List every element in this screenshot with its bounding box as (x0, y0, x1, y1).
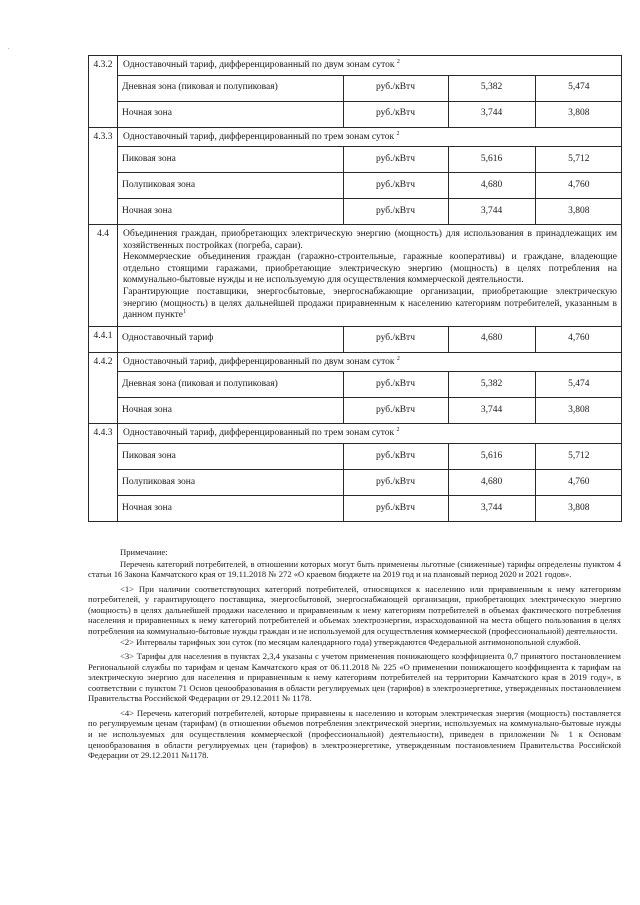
value-first-half: 3,744 (448, 199, 535, 225)
row-title: Одноставочный тариф, дифференцированный по трем зонам суток $^2$ (123, 427, 400, 439)
description-paragraph: Некоммерческие объединения граждан (гаражно-строительные, гаражные кооперативы) и граждане, владеющие отдельно стоящими гаражами, приобретающие электрическую энергию (мощность) в целях потребления на коммунально-бытовые нужды и не используемую для осуществления коммерческой деятельности. (123, 252, 617, 286)
table-row (118, 173, 622, 199)
tariff-table (88, 55, 622, 522)
value-second-half: 4,760 (535, 327, 622, 352)
table-row (118, 199, 622, 225)
value-first-half: 5,616 (448, 147, 535, 173)
category-description (118, 225, 621, 326)
unit: руб./кВтч (343, 495, 448, 521)
table-row (89, 225, 622, 327)
value-second-half: 4,760 (535, 469, 622, 495)
table-row (118, 495, 622, 521)
value-second-half: 3,808 (535, 398, 622, 424)
value-first-half: 5,382 (448, 372, 535, 398)
table-row (89, 352, 622, 424)
zone-name: Дневная зона (пиковая и полупиковая) (118, 75, 343, 101)
unit: руб./кВтч (343, 75, 448, 101)
row-number: 4.3.2 (89, 56, 118, 128)
row-number: 4.4.3 (89, 424, 118, 522)
table-row (118, 147, 622, 173)
table-row (89, 127, 622, 225)
row-number: 4.3.3 (89, 127, 118, 225)
value-second-half: 3,808 (535, 101, 622, 127)
description-paragraph: Объединения граждан, приобретающих электрическую энергию (мощность) для использования в принадлежащих им хозяйственных постройках (погреба, сараи). (123, 229, 617, 251)
footnote-3: <3> Тарифы для населения в пунктах 2,3,4 указаны с учетом применения понижающего коэффициента 0,7 принятого постановлением Региональной службы по тарифам и ценам Камчатского края от 06.11.2018 № 225 «О применении понижающего коэффициента к тарифам на электрическую энергию для населения и приравненным к нему категориям потребителей на территории Камчатского края в 2019 году», в соответствии с пунктом 71 Основ ценообразования в области регулируемых цен (тарифов) в электроэнергетике, утвержденных постановлением Правительства Российской Федерации от 29.12.2011 № 1178. (88, 651, 621, 704)
footnote-1: <1> При наличии соответствующих категорий потребителей, относящихся к населению или приравненным к нему категориям потребителей, у гарантирующего поставщика, энергосбытовой, энергоснабжающей организации, приобретающих электрическую энергию (мощность) в целях дальнейшей продажи населению и приравненным к нему категориям потребителей в объемах фактического потребления населения и приравненных к нему категорий потребителей и объемах электроэнергии, израсходованной на места общего пользования в целях потребления на коммунально-бытовые нужды граждан и не используемой для осуществления коммерческой (профессиональной) деятельности. (88, 583, 621, 636)
row-title: Одноставочный тариф, дифференцированный по трем зонам суток $^2$ (123, 130, 400, 142)
value-second-half: 3,808 (535, 495, 622, 521)
notes-intro: Перечень категорий потребителей, в отношении которых могут быть применены льготные (сниженные) тарифы определены пунктом 4 статьи 16 Закона Камчатского края от 19.11.2018 № 272 «О краевом бюджете на 2019 год и на плановый период 2020 и 2021 годов». (88, 558, 621, 580)
footnote-ref: 2 (396, 355, 400, 362)
value-first-half: 5,382 (448, 75, 535, 101)
unit: руб./кВтч (343, 327, 448, 352)
row-title: Одноставочный тариф, дифференцированный по двум зонам суток $^2$ (123, 58, 400, 70)
value-second-half: 5,712 (535, 147, 622, 173)
zone-name: Пиковая зона (118, 443, 343, 469)
row-number: 4.4 (89, 225, 118, 327)
row-number: 4.4.2 (89, 352, 118, 424)
footnote-ref: 2 (396, 58, 400, 65)
table-row (118, 75, 622, 101)
zone-name: Ночная зона (118, 398, 343, 424)
unit: руб./кВтч (343, 372, 448, 398)
row-number: 4.4.1 (89, 326, 118, 352)
table-row (118, 469, 622, 495)
table-row (118, 398, 622, 424)
footnote-ref: 2 (396, 427, 400, 434)
value-first-half: 3,744 (448, 495, 535, 521)
value-first-half: 4,680 (448, 173, 535, 199)
footnote-ref: 2 (396, 130, 400, 137)
zone-name: Полупиковая зона (118, 173, 343, 199)
value-second-half: 3,808 (535, 199, 622, 225)
value-second-half: 5,474 (535, 372, 622, 398)
table-row (118, 372, 622, 398)
zone-lines (118, 371, 622, 423)
tariff-name: Одноставочный тариф (122, 333, 214, 344)
table-row (89, 326, 622, 352)
unit: руб./кВтч (343, 173, 448, 199)
zone-lines (118, 443, 622, 521)
zone-lines (118, 146, 622, 224)
value-first-half: 3,744 (448, 101, 535, 127)
table-row (118, 327, 622, 352)
value-second-half: 4,760 (535, 173, 622, 199)
zone-name: Ночная зона (118, 199, 343, 225)
unit: руб./кВтч (343, 398, 448, 424)
footnote-4: <4> Перечень категорий потребителей, которые приравнены к населению и которым электрическая энергия (мощность) поставляется по регулируемым ценам (тарифам) (в отношении объемов потребления электрической энергии, используемых на коммунально-бытовые нужды и не используемых для осуществления коммерческой (профессиональной) деятельности), приведен в приложении № 1 к Основам ценообразования в области регулируемых цен (тарифов) в электроэнергетике, утвержденным постановлением Правительства Российской Федерации от 29.12.2011 №1178. (88, 707, 621, 761)
value-first-half: 5,616 (448, 443, 535, 469)
zone-name: Пиковая зона (118, 147, 343, 173)
zone-name: Ночная зона (118, 495, 343, 521)
unit: руб./кВтч (343, 199, 448, 225)
notes-heading: Примечание: (120, 547, 168, 557)
description-paragraph: Гарантирующие поставщики, энергосбытовые, энергоснабжающие организации, приобретающие электрическую энергию (мощность) в целях дальнейшей продажи приравненным к населению категориям потребителей, указанным в данном пункте$^1$ (123, 287, 617, 321)
value-first-half: 4,680 (448, 327, 535, 352)
footnote-2: <2> Интервалы тарифных зон суток (по месяцам календарного года) утверждаются Федеральной антимонопольной службой. (120, 636, 581, 647)
zone-name: Полупиковая зона (118, 469, 343, 495)
value-first-half: 3,744 (448, 398, 535, 424)
table-row (89, 424, 622, 522)
table-row (89, 56, 622, 128)
zone-name: Ночная зона (118, 101, 343, 127)
table-row (118, 101, 622, 127)
row-title: Одноставочный тариф, дифференцированный по двум зонам суток $^2$ (123, 355, 400, 367)
value-first-half: 4,680 (448, 469, 535, 495)
unit: руб./кВтч (343, 147, 448, 173)
value-second-half: 5,712 (535, 443, 622, 469)
zone-name: Дневная зона (пиковая и полупиковая) (118, 372, 343, 398)
unit: руб./кВтч (343, 469, 448, 495)
zone-lines (118, 75, 622, 127)
value-second-half: 5,474 (535, 75, 622, 101)
table-row (118, 443, 622, 469)
unit: руб./кВтч (343, 443, 448, 469)
zone-lines (118, 327, 622, 352)
notes-section (88, 547, 621, 761)
footnote-ref: 1 (182, 309, 186, 316)
scan-artifact (8, 48, 9, 49)
unit: руб./кВтч (343, 101, 448, 127)
